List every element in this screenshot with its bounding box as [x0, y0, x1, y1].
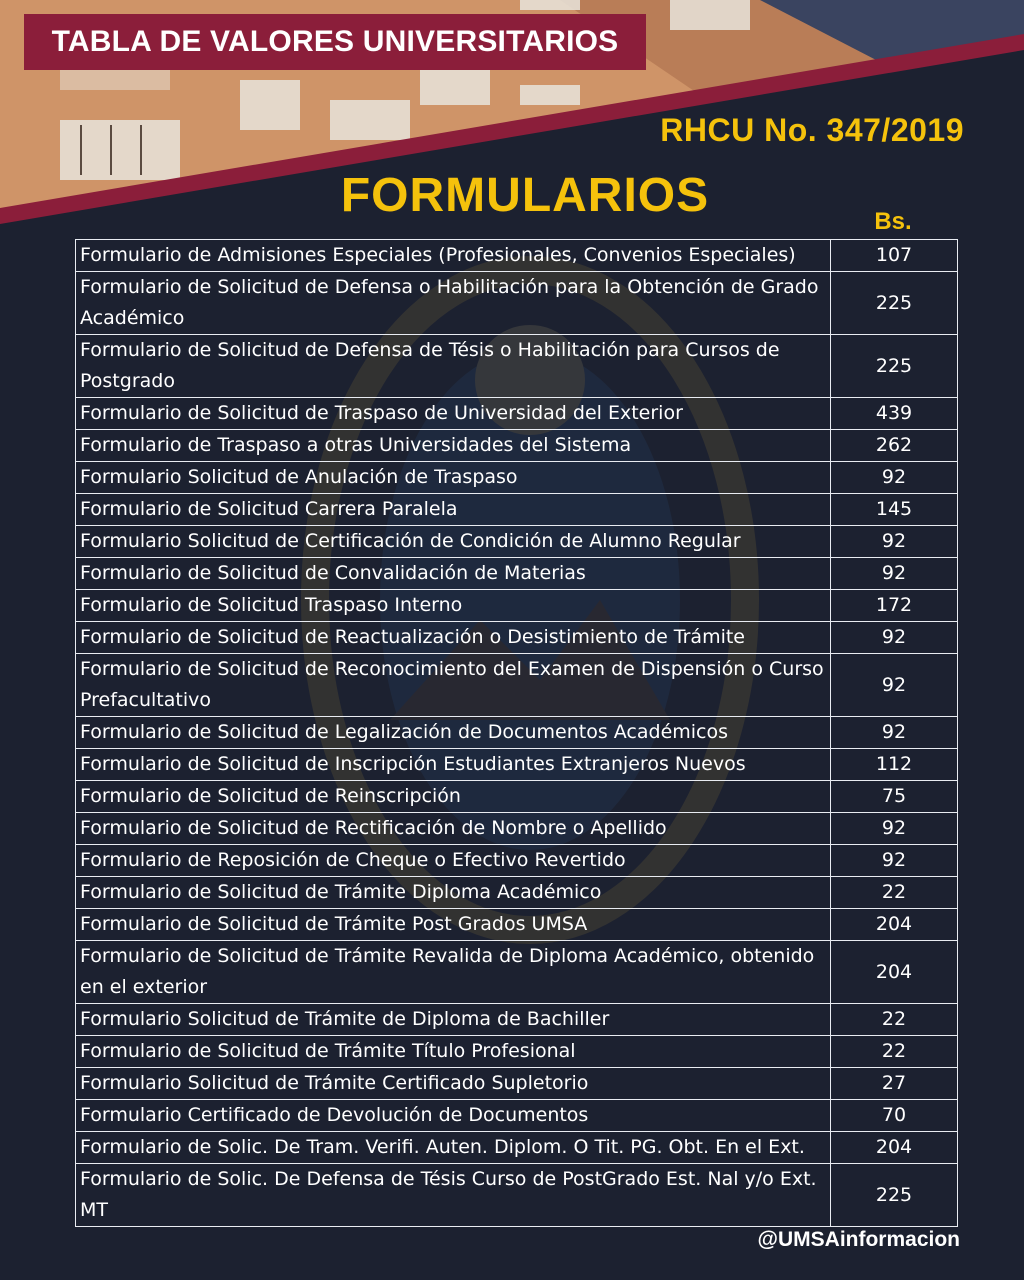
- resolution-number: RHCU No. 347/2019: [660, 112, 964, 148]
- form-name-cell: Formulario de Admisiones Especiales (Profesionales, Convenios Especiales): [76, 240, 831, 272]
- title-banner: [24, 14, 646, 70]
- price-table: [75, 239, 958, 1227]
- form-name-cell: Formulario de Solic. De Tram. Verifi. Auten. Diplom. O Tit. PG. Obt. En el Ext.: [76, 1132, 831, 1164]
- price-cell: 92: [831, 462, 958, 494]
- price-cell: 107: [831, 240, 958, 272]
- table-row: [76, 335, 958, 398]
- form-name-cell: Formulario de Solicitud de Defensa de Tésis o Habilitación para Cursos de Postgrado: [76, 335, 831, 398]
- price-cell: 172: [831, 590, 958, 622]
- form-name-cell: Formulario de Solicitud Carrera Paralela: [76, 494, 831, 526]
- price-cell: 225: [831, 272, 958, 335]
- form-name-cell: Formulario Solicitud de Trámite de Diploma de Bachiller: [76, 1004, 831, 1036]
- price-cell: 92: [831, 654, 958, 717]
- price-cell: 92: [831, 622, 958, 654]
- table-row: [76, 749, 958, 781]
- table-row: [76, 1132, 958, 1164]
- table-row: [76, 494, 958, 526]
- banner-title: TABLA DE VALORES UNIVERSITARIOS: [51, 25, 619, 58]
- section-title: FORMULARIOS: [340, 169, 710, 222]
- price-cell: 262: [831, 430, 958, 462]
- table-row: [76, 717, 958, 749]
- table-row: [76, 1068, 958, 1100]
- table-row: [76, 813, 958, 845]
- table-row: [76, 941, 958, 1004]
- table-row: [76, 462, 958, 494]
- form-name-cell: Formulario de Traspaso a otras Universidades del Sistema: [76, 430, 831, 462]
- table-row: [76, 909, 958, 941]
- price-cell: 92: [831, 717, 958, 749]
- price-cell: 112: [831, 749, 958, 781]
- table-row: [76, 622, 958, 654]
- price-cell: 204: [831, 941, 958, 1004]
- table-row: [76, 654, 958, 717]
- table-row: [76, 877, 958, 909]
- price-cell: 225: [831, 335, 958, 398]
- price-cell: 92: [831, 813, 958, 845]
- table-row: [76, 272, 958, 335]
- table-row: [76, 558, 958, 590]
- form-name-cell: Formulario de Solicitud de Reconocimiento del Examen de Dispensión o Curso Prefacultativo: [76, 654, 831, 717]
- form-name-cell: Formulario de Solicitud Traspaso Interno: [76, 590, 831, 622]
- form-name-cell: Formulario de Solicitud de Legalización de Documentos Académicos: [76, 717, 831, 749]
- form-name-cell: Formulario Certificado de Devolución de Documentos: [76, 1100, 831, 1132]
- table-row: [76, 845, 958, 877]
- price-cell: 22: [831, 1004, 958, 1036]
- form-name-cell: Formulario de Solicitud de Trámite Post Grados UMSA: [76, 909, 831, 941]
- form-name-cell: Formulario de Solicitud de Defensa o Habilitación para la Obtención de Grado Académico: [76, 272, 831, 335]
- social-handle: @UMSAinformacion: [757, 1228, 960, 1251]
- price-cell: 75: [831, 781, 958, 813]
- form-name-cell: Formulario de Solicitud de Reactualización o Desistimiento de Trámite: [76, 622, 831, 654]
- price-cell: 439: [831, 398, 958, 430]
- price-cell: 204: [831, 1132, 958, 1164]
- price-cell: 145: [831, 494, 958, 526]
- price-cell: 70: [831, 1100, 958, 1132]
- table-row: [76, 526, 958, 558]
- form-name-cell: Formulario de Reposición de Cheque o Efectivo Revertido: [76, 845, 831, 877]
- table-row: [76, 430, 958, 462]
- form-name-cell: Formulario Solicitud de Trámite Certificado Supletorio: [76, 1068, 831, 1100]
- table-row: [76, 1100, 958, 1132]
- price-cell: 92: [831, 558, 958, 590]
- table-row: [76, 781, 958, 813]
- price-cell: 27: [831, 1068, 958, 1100]
- form-name-cell: Formulario Solicitud de Anulación de Traspaso: [76, 462, 831, 494]
- table-row: [76, 590, 958, 622]
- form-name-cell: Formulario de Solic. De Defensa de Tésis Curso de PostGrado Est. Nal y/o Ext. MT: [76, 1164, 831, 1227]
- currency-label: Bs.: [874, 208, 912, 235]
- price-cell: 92: [831, 526, 958, 558]
- price-cell: 204: [831, 909, 958, 941]
- form-name-cell: Formulario de Solicitud de Traspaso de Universidad del Exterior: [76, 398, 831, 430]
- table-row: [76, 1036, 958, 1068]
- price-cell: 225: [831, 1164, 958, 1227]
- table-row: [76, 1164, 958, 1227]
- form-name-cell: Formulario de Solicitud de Trámite Revalida de Diploma Académico, obtenido en el exterior: [76, 941, 831, 1004]
- form-name-cell: Formulario de Solicitud de Convalidación de Materias: [76, 558, 831, 590]
- form-name-cell: Formulario de Solicitud de Reinscripción: [76, 781, 831, 813]
- form-name-cell: Formulario Solicitud de Certificación de Condición de Alumno Regular: [76, 526, 831, 558]
- form-name-cell: Formulario de Solicitud de Rectificación de Nombre o Apellido: [76, 813, 831, 845]
- form-name-cell: Formulario de Solicitud de Trámite Diploma Académico: [76, 877, 831, 909]
- table-row: [76, 398, 958, 430]
- price-cell: 92: [831, 845, 958, 877]
- price-table-body: [76, 240, 958, 1227]
- table-row: [76, 240, 958, 272]
- form-name-cell: Formulario de Solicitud de Inscripción Estudiantes Extranjeros Nuevos: [76, 749, 831, 781]
- table-row: [76, 1004, 958, 1036]
- price-cell: 22: [831, 1036, 958, 1068]
- price-cell: 22: [831, 877, 958, 909]
- form-name-cell: Formulario de Solicitud de Trámite Título Profesional: [76, 1036, 831, 1068]
